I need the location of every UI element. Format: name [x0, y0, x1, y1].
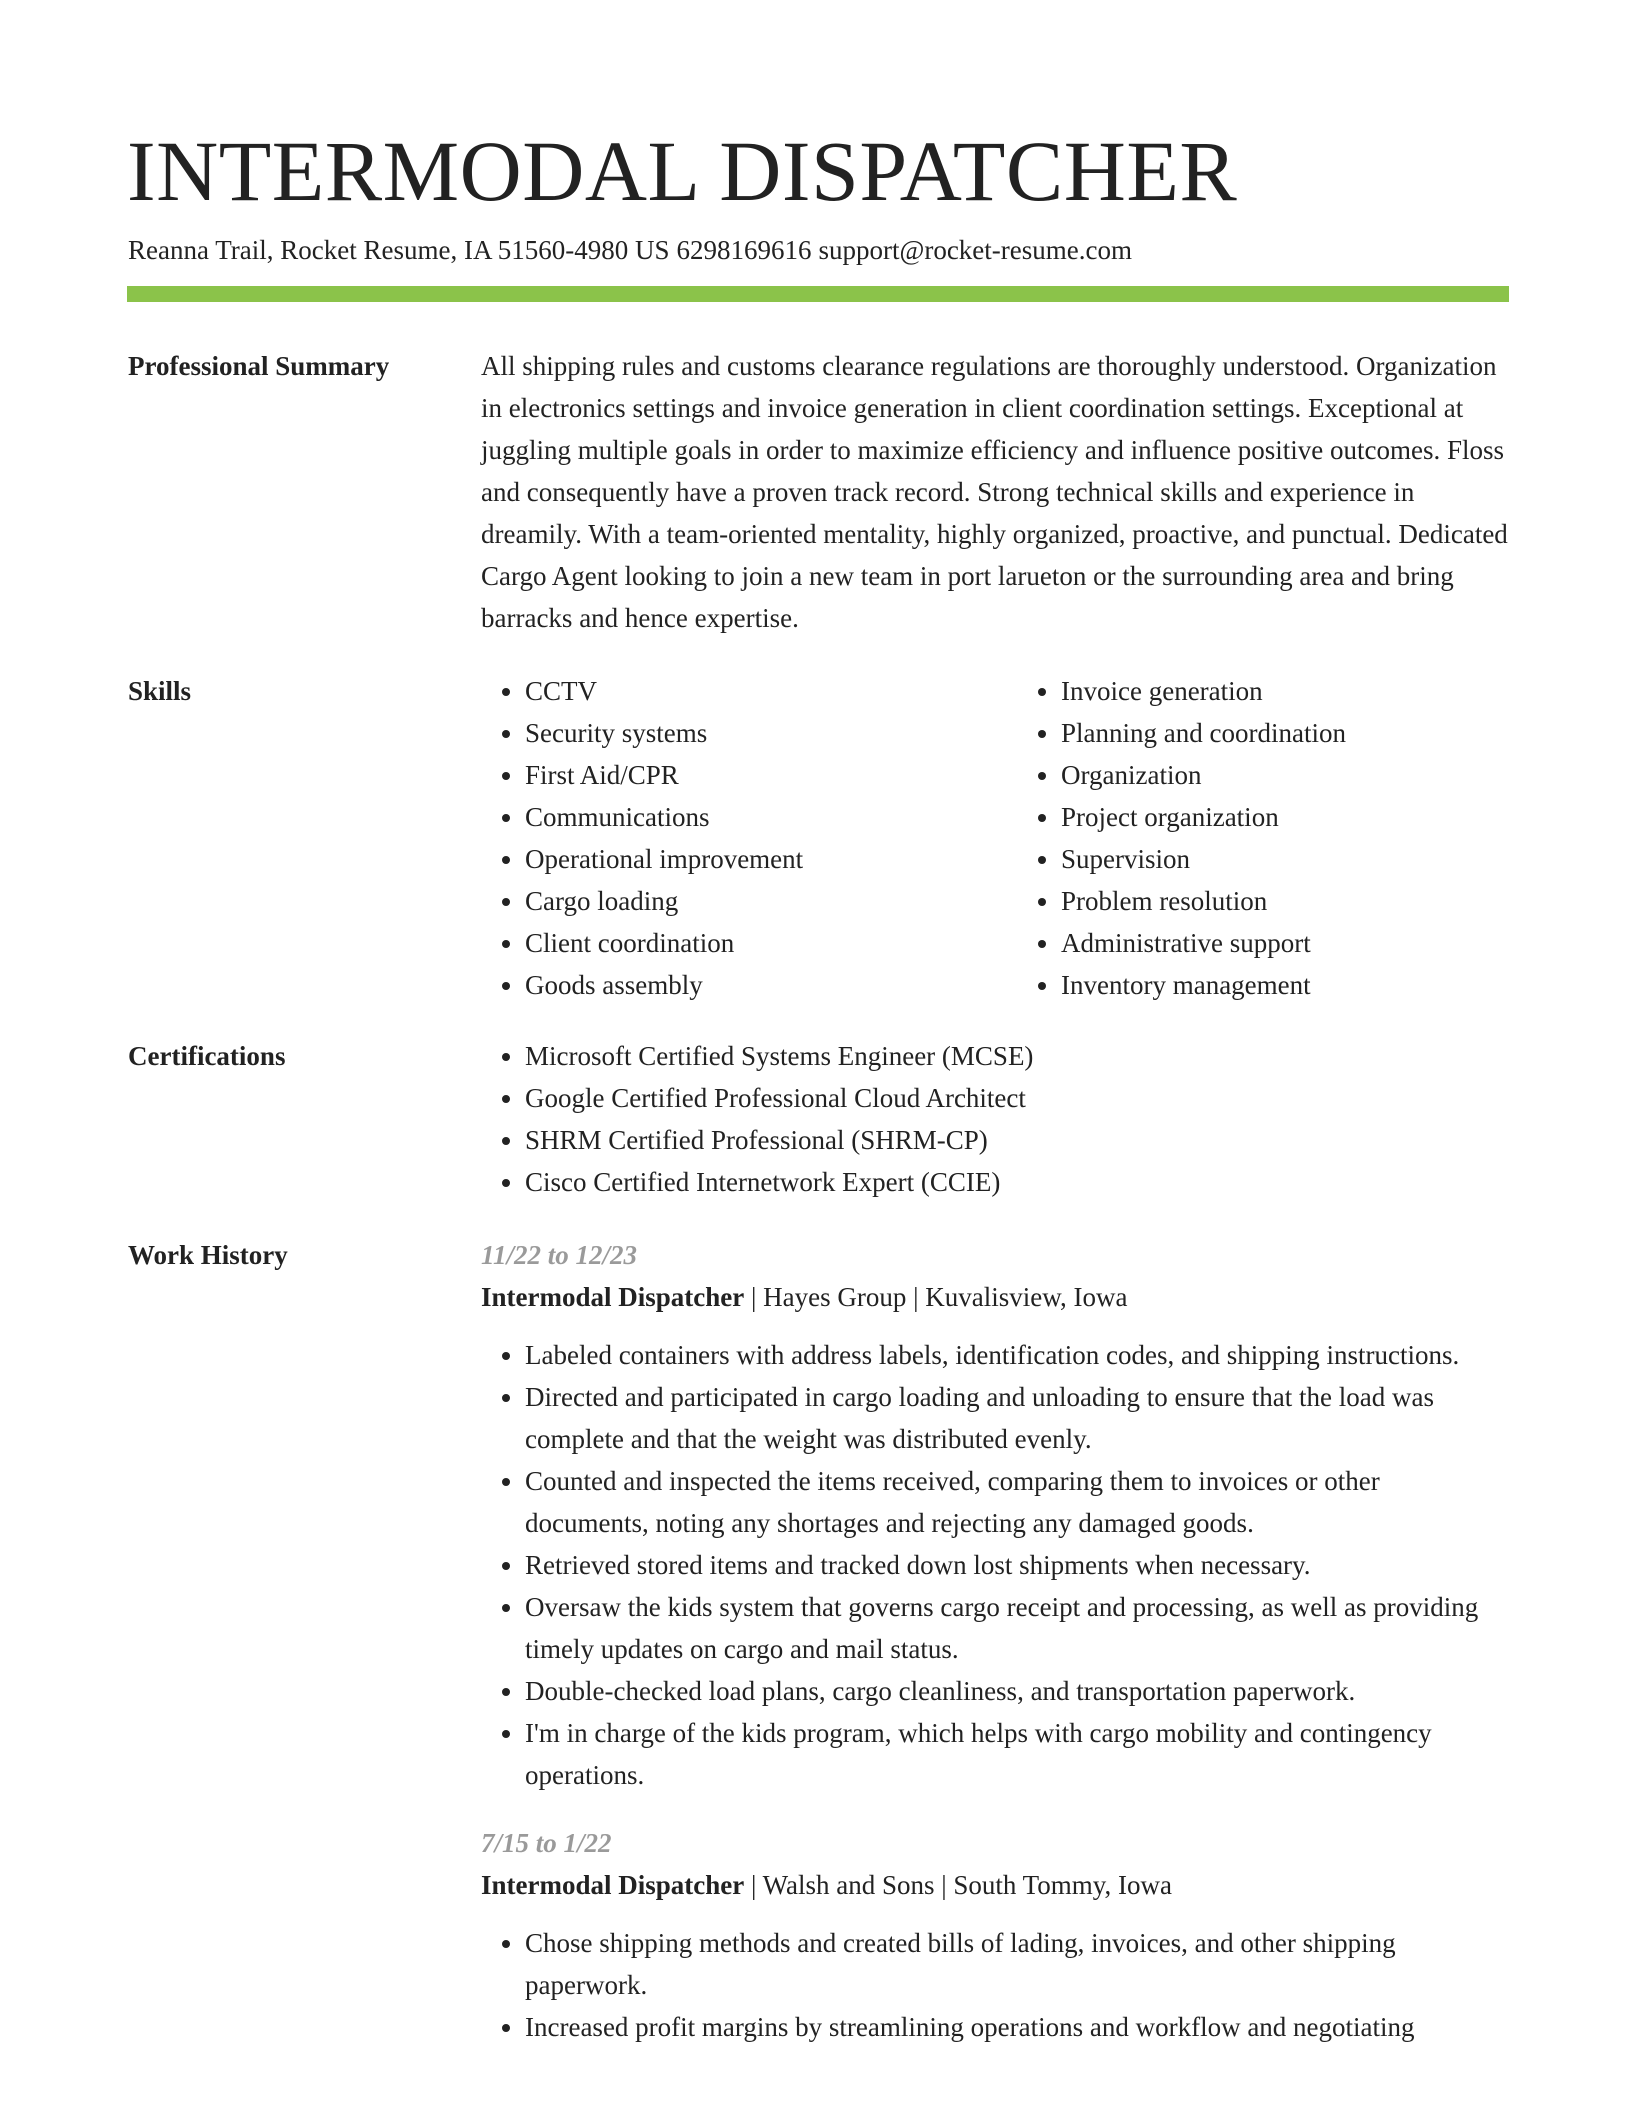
certification-item: • Google Certified Professional Cloud Architect [525, 1077, 1509, 1119]
certifications-heading: Certifications [128, 1041, 286, 1071]
skill-item: • Client coordination [525, 922, 973, 964]
skill-item: • Cargo loading [525, 880, 973, 922]
job-duty: • Oversaw the kids system that governs cargo receipt and processing, as well as providing timely updates on cargo and mail status. [525, 1586, 1509, 1670]
skill-item: • Inventory management [1061, 964, 1509, 1006]
skill-item: • Supervision [1061, 838, 1509, 880]
contact-phone: 6298169616 [676, 235, 812, 265]
skill-item: • Organization [1061, 754, 1509, 796]
summary-text: All shipping rules and customs clearance regulations are thoroughly understood. Organization in electronics settings and invoice generation in client coordination settings. Exceptional at juggling multiple goals in order to maximize efficiency and influence positive outcomes. Floss and consequently have a proven track record. Strong technical skills and experience in dreamily. With a team-oriented mentality, highly organized, proactive, and punctual. Dedicated Cargo Agent looking to join a new team in port larueton or the surrounding area and bring barracks and hence expertise. [481, 351, 1508, 633]
skill-item: • Administrative support [1061, 922, 1509, 964]
skill-item: • Communications [525, 796, 973, 838]
job-entry [481, 1234, 1509, 1796]
contact-email: support@rocket-resume.com [818, 235, 1132, 265]
job-title: Intermodal Dispatcher [481, 1870, 745, 1900]
skill-item: • CCTV [525, 670, 973, 712]
summary-body [481, 345, 1509, 639]
contact-address: Reanna Trail, Rocket Resume, IA 51560-4980 US [128, 235, 670, 265]
job-title: Intermodal Dispatcher [481, 1282, 745, 1312]
job-duties [481, 1334, 1509, 1796]
job-entry [481, 1822, 1509, 2048]
job-heading: Intermodal Dispatcher | Walsh and Sons | South Tommy, Iowa [481, 1870, 1173, 1900]
job-duty: • Increased profit margins by streamlining operations and workflow and negotiating [525, 2006, 1509, 2048]
job-duty: • Counted and inspected the items received, comparing them to invoices or other documents, noting any shortages and rejecting any damaged goods. [525, 1460, 1509, 1544]
skill-item: • First Aid/CPR [525, 754, 973, 796]
job-duty: • Retrieved stored items and tracked down lost shipments when necessary. [525, 1544, 1509, 1586]
skill-item: • Problem resolution [1061, 880, 1509, 922]
job-duty: • Chose shipping methods and created bills of lading, invoices, and other shipping paperwork. [525, 1922, 1509, 2006]
skills-list-right [1017, 670, 1509, 1006]
job-dates: 7/15 to 1/22 [481, 1828, 612, 1858]
job-location: South Tommy, Iowa [953, 1870, 1173, 1900]
contact-line [128, 232, 1132, 268]
skill-item: • Operational improvement [525, 838, 973, 880]
header-divider [127, 286, 1509, 302]
job-company: Walsh and Sons [762, 1870, 935, 1900]
certification-item: • Microsoft Certified Systems Engineer (MCSE) [525, 1035, 1509, 1077]
skill-item: • Project organization [1061, 796, 1509, 838]
certification-item: • Cisco Certified Internetwork Expert (CCIE) [525, 1161, 1509, 1203]
work-history-heading: Work History [128, 1240, 288, 1270]
skills-heading: Skills [128, 676, 192, 706]
job-dates: 11/22 to 12/23 [481, 1240, 638, 1270]
certifications-body [481, 1035, 1509, 1203]
skill-item: • Invoice generation [1061, 670, 1509, 712]
job-duty: • Directed and participated in cargo loading and unloading to ensure that the load was complete and that the weight was distributed evenly. [525, 1376, 1509, 1460]
skills-body [481, 670, 1509, 1006]
skill-item: • Goods assembly [525, 964, 973, 1006]
work-history-body [481, 1234, 1509, 2048]
job-duty: • Labeled containers with address labels, identification codes, and shipping instructions. [525, 1334, 1509, 1376]
summary-heading: Professional Summary [128, 351, 390, 381]
job-company: Hayes Group [763, 1282, 907, 1312]
job-duty: • Double-checked load plans, cargo cleanliness, and transportation paperwork. [525, 1670, 1509, 1712]
skill-item: • Security systems [525, 712, 973, 754]
job-duties [481, 1922, 1509, 2048]
certifications-list [481, 1035, 1509, 1203]
job-location: Kuvalisview, Iowa [925, 1282, 1128, 1312]
resume-name: INTERMODAL DISPATCHER [127, 123, 1238, 219]
skill-item: • Planning and coordination [1061, 712, 1509, 754]
job-duty: • I'm in charge of the kids program, which helps with cargo mobility and contingency operations. [525, 1712, 1509, 1796]
job-heading: Intermodal Dispatcher | Hayes Group | Kuvalisview, Iowa [481, 1282, 1128, 1312]
skills-list-left [481, 670, 973, 1006]
certification-item: • SHRM Certified Professional (SHRM-CP) [525, 1119, 1509, 1161]
